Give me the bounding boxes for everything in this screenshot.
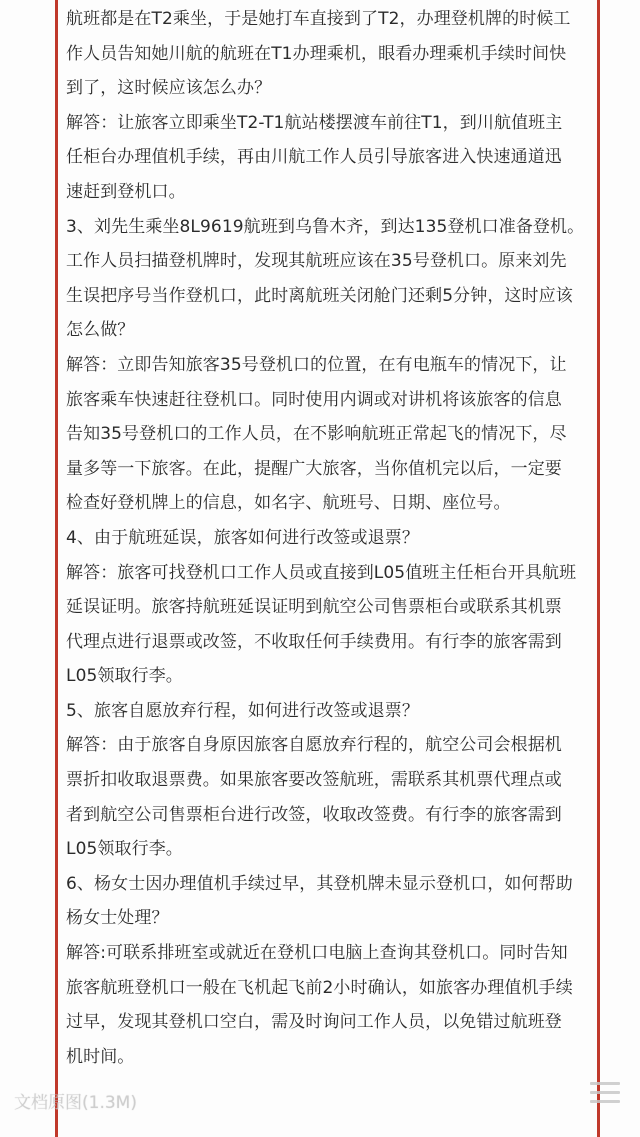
answer-line: 解答：让旅客立即乘坐T2-T1航站楼摆渡车前往T1，到川航值班主: [66, 112, 563, 133]
text-line: 任柜台办理值机手续，再由川航工作人员引导旅客进入快速通道迅: [66, 147, 562, 168]
text-line: 检查好登机牌上的信息，如名字、航班号、日期、座位号。: [66, 493, 511, 514]
text-line: 杨女士处理？: [66, 908, 169, 929]
text-line: 速赶到登机口。: [66, 181, 186, 202]
text-line: 到了，这时候应该怎么办？: [66, 78, 272, 99]
answer-line: 解答：由于旅客自身原因旅客自愿放弃行程的，航空公司会根据机: [66, 735, 562, 756]
answer-line: 解答：立即告知旅客35号登机口的位置，在有电瓶车的情况下，让: [66, 354, 567, 375]
view-original-image-link[interactable]: 文档原图(1.3M): [14, 1093, 137, 1113]
text-line: 者到航空公司售票柜台进行改签，收取改签费。有行李的旅客需到: [66, 804, 562, 825]
text-line: 量多等一下旅客。在此，提醒广大旅客，当你值机完以后，一定要: [66, 458, 562, 479]
question-4-line: 4、由于航班延误，旅客如何进行改签或退票？: [66, 527, 419, 548]
question-6-line: 6、杨女士因办理值机手续过早，其登机牌未显示登机口，如何帮助: [66, 873, 573, 894]
question-5-line: 5、旅客自愿放弃行程，如何进行改签或退票？: [66, 700, 419, 721]
answer-line: 解答：旅客可找登机口工作人员或直接到L05值班主任柜台开具航班: [66, 562, 577, 583]
text-line: 票折扣收取退票费。如果旅客要改签航班，需联系其机票代理点或: [66, 770, 562, 791]
text-line: 告知35号登机口的工作人员，在不影响航班正常起飞的情况下，尽: [66, 424, 567, 445]
question-3-line: 3、刘先生乘坐8L9619航班到乌鲁木齐，到达135登机口准备登机。: [66, 216, 585, 237]
text-line: 旅客乘车快速赶往登机口。同时使用内调或对讲机将该旅客的信息: [66, 389, 562, 410]
text-line: L05领取行李。: [66, 666, 183, 687]
text-line: 代理点进行退票或改签，不收取任何手续费用。有行李的旅客需到: [66, 631, 562, 652]
text-line: 过早，发现其登机口空白，需及时询问工作人员，以免错过航班登: [66, 1012, 562, 1033]
text-line: 作人员告知她川航的航班在T1办理乘机，眼看办理乘机手续时间快: [66, 43, 567, 64]
text-line: 延误证明。旅客持航班延误证明到航空公司售票柜台或联系其机票: [66, 597, 562, 618]
document-text: [66, 2, 594, 1137]
menu-lines-icon[interactable]: [590, 1082, 620, 1110]
right-red-border: [597, 0, 600, 1137]
left-red-border: [55, 0, 58, 1137]
text-line: 生误把序号当作登机口，此时离航班关闭舱门还剩5分钟，这时应该: [66, 285, 573, 306]
text-line: 机时间。: [66, 1046, 135, 1067]
text-line: 航班都是在T2乘坐，于是她打车直接到了T2，办理登机牌的时候工: [66, 9, 571, 29]
text-line: 旅客航班登机口一般在飞机起飞前2小时确认，如旅客办理值机手续: [66, 977, 573, 998]
text-line: L05领取行李。: [66, 839, 183, 860]
text-line: 怎么做？: [66, 320, 135, 341]
answer-line: 解答:可联系排班室或就近在登机口电脑上查询其登机口。同时告知: [66, 943, 568, 964]
text-line: 工作人员扫描登机牌时，发现其航班应该在35号登机口。原来刘先: [66, 251, 567, 272]
